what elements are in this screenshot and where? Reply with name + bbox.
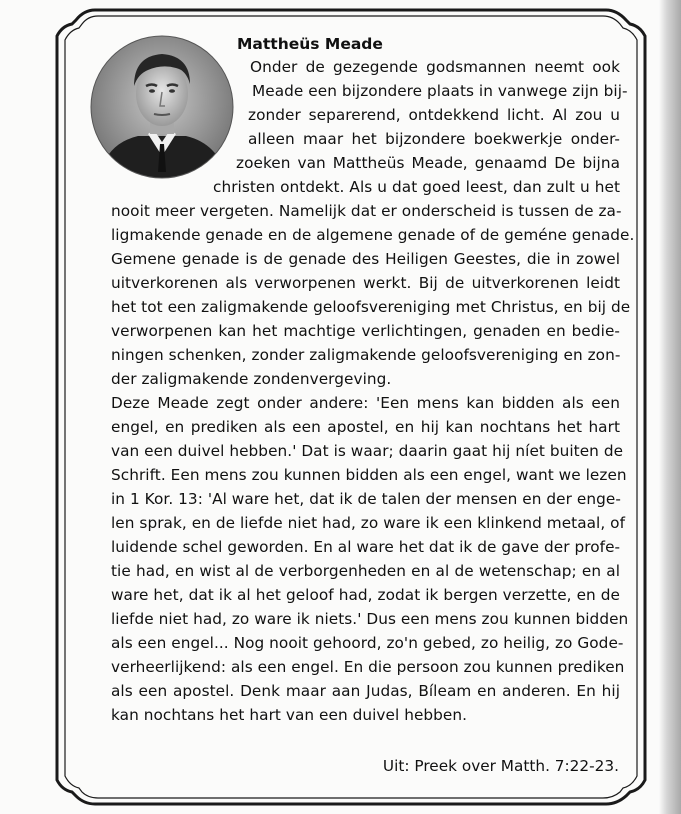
body-line: Schrift. Een mens zou kunnen bidden als een engel, want we lezen <box>111 466 627 484</box>
body-line: als een apostel. Denk maar aan Judas, Bíleam en anderen. En hij <box>111 682 620 700</box>
body-line: liefde niet had, zo ware ik niets.' Dus een mens zou kunnen bidden <box>111 610 629 628</box>
body-line: ware het, dat ik al het geloof had, zodat ik bergen verzette, en de <box>111 586 620 604</box>
body-line: Gemene genade is de genade des Heiligen Geestes, die in zowel <box>111 250 620 268</box>
body-line: zoeken van Mattheüs Meade, genaamd De bijna <box>236 154 620 172</box>
article-title: Mattheüs Meade <box>237 35 383 53</box>
body-line: luidende schel geworden. En al ware het dat ik de gave der profe- <box>111 538 621 556</box>
body-line: kan nochtans het hart van een duivel hebben. <box>111 706 468 724</box>
body-line: zonder separerend, ontdekkend licht. Al zou u <box>248 106 620 124</box>
body-line: verheerlijkend: als een engel. En die persoon zou kunnen prediken <box>111 658 625 676</box>
body-line: het tot een zaligmakende geloofsvereniging met Christus, en bij de <box>111 298 631 316</box>
source-citation: Uit: Preek over Matth. 7:22-23. <box>382 757 619 775</box>
body-line: engel, en prediken als een apostel, en hij kan nochtans het hart <box>111 418 620 436</box>
body-line: Onder de gezegende godsmannen neemt ook <box>250 58 620 76</box>
body-line: verworpenen kan het machtige verlichtingen, genaden en bedie- <box>111 322 620 340</box>
body-line: christen ontdekt. Als u dat goed leest, dan zult u het <box>213 178 620 196</box>
body-line: Meade een bijzondere plaats in vanwege zijn bij- <box>252 82 628 100</box>
body-line: nooit meer vergeten. Namelijk dat er onderscheid is tussen de za- <box>111 202 622 220</box>
body-line: tie had, en wist al de verborgenheden en al de wetenschap; en al <box>111 562 620 580</box>
body-line: Deze Meade zegt onder andere: 'Een mens kan bidden als een <box>111 394 620 412</box>
body-line: uitverkorenen als verworpenen werkt. Bij de uitverkorenen leidt <box>111 274 620 292</box>
body-line: in 1 Kor. 13: 'Al ware het, dat ik de talen der mensen en der enge- <box>111 490 621 508</box>
body-line: als een engel... Nog nooit gehoord, zo'n gebed, zo heilig, zo Gode- <box>111 634 624 652</box>
body-line: len sprak, en de liefde niet had, zo ware ik een klinkend metaal, of <box>111 514 626 532</box>
body-line: alleen maar het bijzondere boekwerkje onder- <box>248 130 620 148</box>
portrait-photo <box>90 32 234 182</box>
body-line: der zaligmakende zondenvergeving. <box>111 370 392 388</box>
body-line: ningen schenken, zonder zaligmakende geloofsvereniging en zon- <box>111 346 621 364</box>
body-line: ligmakende genade en de algemene genade of de geméne genade. <box>111 226 635 244</box>
body-line: van een duivel hebben.' Dat is waar; daarin gaat hij níet buiten de <box>111 442 624 460</box>
